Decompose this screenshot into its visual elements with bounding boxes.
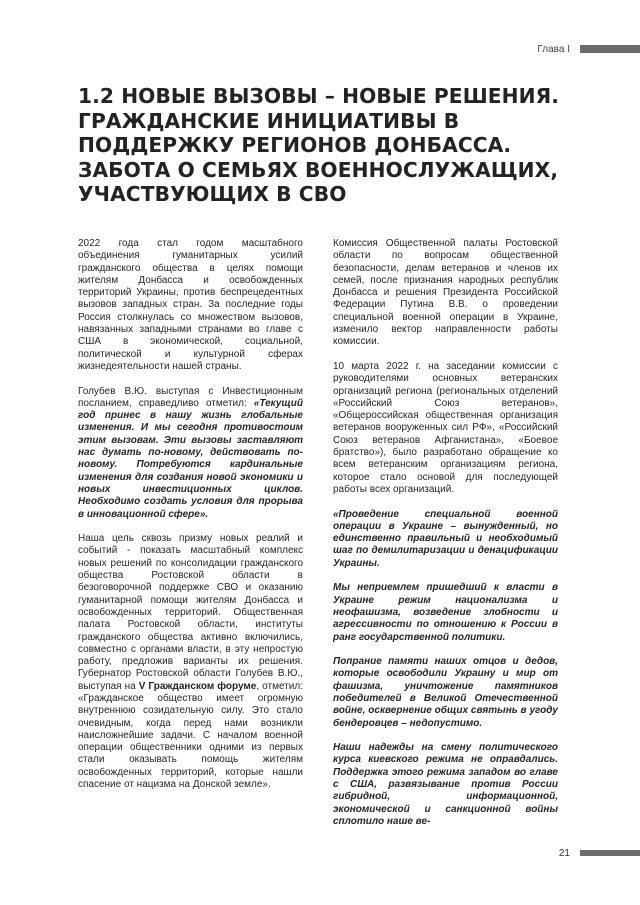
- appeal-quote: Мы неприемлем пришедший к власти в Украине режим национализма и неофашизма, возведение злобности и агрессивности по отношению к России в ранг государственной политики.: [333, 582, 558, 643]
- paragraph: [78, 386, 303, 521]
- paragraph-text: , отметил: «Гражданское общество имеет огромную внутреннюю созидательную силу. Это стало очевидным, когда перед нами возникли наисложнейшие задачи. С началом военной операции общественники одними из первых стали оказывать помощь жителям освобожденных территорий, которые нашли спасение от нацизма на Донской земле».: [78, 680, 303, 791]
- section-title: 1.2 НОВЫЕ ВЫЗОВЫ – НОВЫЕ РЕШЕНИЯ. ГРАЖДАНСКИЕ ИНИЦИАТИВЫ В ПОДДЕРЖКУ РЕГИОНОВ ДОНБАССА. ЗАБОТА О СЕМЬЯХ ВОЕННОСЛУЖАЩИХ, УЧАСТВУЮЩИХ В СВО: [78, 84, 560, 206]
- paragraph: Комиссия Общественной палаты Ростовской области по вопросам общественной безопасности, делам ветеранов и членов их семей, после признания народных республик Донбасса и решения Президента Российской Федерации Путина В.В. о проведении специальной военной операции в Украине, изменило вектор направленности работы комиссии.: [333, 238, 558, 348]
- right-column: [333, 238, 558, 841]
- paragraph-text: Наша цель сквозь призму новых реалий и событий - показать масштабный комплекс новых решений по консолидации гражданского общества Ростовской области в безоговорочной поддержке СВО и оказанию гуманитарной помощи жителям Донбасса и освобожденных территорий. Общественная палата Ростовской области, институты гражданского общества активно включились, совместно с органами власти, в эту непростую работу, предложив варианты их решения. Губернатор Ростовской области Голубев В.Ю., выступая на: [78, 533, 303, 692]
- paragraph: 10 марта 2022 г. на заседании комиссии с руководителями основных ветеранских организаций региона (региональных отделений «Российский Союз ветеранов», «Общероссийская общественная организация ветеранов вооруженных сил РФ», «Российский Союз ветеранов Афганистана», «Боевое братство»), было разработано обращение ко всем ветеранским организациям региона, которое стало основой для последующей работы всех организаций.: [333, 360, 558, 495]
- appeal-quote: «Проведение специальной военной операции в Украине – вынужденный, но единственно правильный и необходимый шаг по демилитаризации и денацификации Украины.: [333, 508, 558, 569]
- header-bar: [580, 45, 640, 53]
- forum-name: V Гражданском форуме: [138, 680, 257, 692]
- running-header: [537, 42, 640, 56]
- appeal-quote: Попрание памяти наших отцов и дедов, которые освободили Украину и мир от фашизма, уничтожение памятников победителей в Великой Отечественной войне, осквернение общих святынь в угоду бендеровцев – недопустимо.: [333, 656, 558, 729]
- page-footer: [559, 846, 640, 860]
- footer-bar: [580, 850, 640, 856]
- appeal-quote: Наши надежды на смену политического курса киевского режима не оправдались. Поддержка этого режима западом во главе с США, развязывание против России гибридной, информационной, экономической и санкционной войны сплотило наше ве-: [333, 742, 558, 827]
- paragraph: 2022 года стал годом масштабного объединения гуманитарных усилий гражданского общества в целях помощи жителям Донбасса и освобожденных территорий Украины, против беспрецедентных вызовов западных стран. За последние годы Россия столкнулась со множеством вызовов, навязанных западными странами во главе с США в экономической, социальной, политической и культурной сферах жизнедеятельности нашей страны.: [78, 238, 303, 372]
- left-column: [78, 238, 303, 804]
- paragraph-intro: Голубев В.Ю. выступая с Инвестиционным посланием, справедливо отметил:: [78, 385, 303, 409]
- page-number: 21: [558, 847, 570, 859]
- quote-golubev: «Текущий год принес в нашу жизнь глобальные изменения. И мы сегодня противостоим этим вызовам. Эти вызовы заставляют нас думать по-новому, действовать по-новому. Потребуются кардинальные изменения для создания новой экономики и новых инвестиционных циклов. Необходимо создать условия для прорыва в инновационной сфере».: [78, 397, 303, 520]
- chapter-label: Глава I: [537, 43, 570, 55]
- paragraph: [78, 533, 303, 791]
